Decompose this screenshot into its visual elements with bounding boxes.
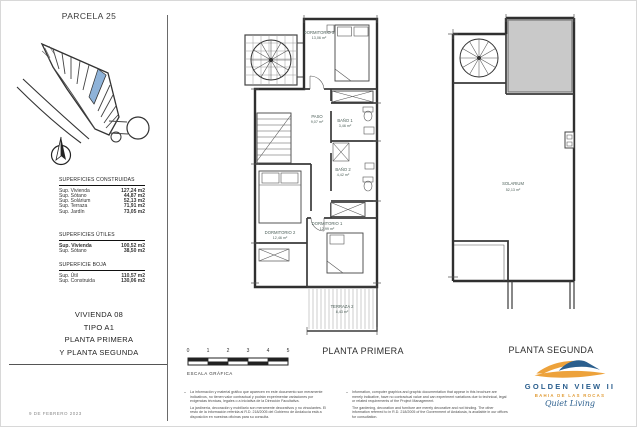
terrace-walls <box>307 287 377 331</box>
left-panel-divider <box>9 364 167 365</box>
brand-logo <box>513 353 627 408</box>
room-area: 4,42 m² <box>336 173 350 177</box>
unit-line: PLANTA PRIMERA <box>64 335 134 344</box>
table-header: SUPERFICIES CONSTRUIDAS <box>59 177 145 186</box>
disclaimer-en <box>346 390 508 419</box>
table-row: Sup. Sótano 38,50 m2 <box>59 247 145 254</box>
table-header: SUPERFICIE BOJA <box>59 262 145 271</box>
table-row: Sup. Útil 110,57 m2 <box>59 272 145 279</box>
table-row: Sup. Solárium 52,13 m2 <box>59 198 145 205</box>
logo-wave-icon <box>528 353 612 381</box>
disclaimer-es <box>184 390 330 419</box>
disclaimer-es-p2: La jardinería, decoración y mobiliario son meramente decorativos y no vinculantes. El resto de la información referida al R.D. 218/2005 del Gobierno de Andalucía está a disposición en nuestras oficinas para su consulta. <box>190 405 327 419</box>
north-arrow-icon <box>45 133 77 169</box>
room-label: DORMITORIO 2 <box>264 230 296 235</box>
room-area: 9,07 m² <box>310 120 324 124</box>
scale-tick: 3 <box>246 348 250 354</box>
room-label: PASO <box>311 114 323 119</box>
parcel-title: PARCELA 25 <box>61 11 117 21</box>
room-area: 3,46 m² <box>338 124 352 128</box>
room-area: 8,43 m² <box>335 310 349 314</box>
room-area: 12,46 m² <box>272 236 288 240</box>
room-area: 12,99 m² <box>319 227 335 231</box>
bullet: – <box>184 390 186 394</box>
table-superficie-boja <box>59 262 145 284</box>
room-label: TERRAZA 2 <box>330 304 354 309</box>
scale-bar <box>187 348 289 380</box>
scale-tick: 1 <box>206 348 210 354</box>
room-label: BAÑO 2 <box>335 167 351 172</box>
terrace-decking <box>309 289 373 329</box>
site-plan <box>9 29 159 147</box>
room-label: SOLARIUM <box>502 181 524 186</box>
room-area: 52,13 m² <box>505 188 521 192</box>
room-label: DORMITORIO 1 <box>311 221 343 226</box>
table-row: Sup. Vivienda 127,24 m2 <box>59 187 145 194</box>
planter-step <box>454 241 508 281</box>
scale-label: ESCALA GRÁFICA <box>187 371 233 376</box>
pergola-roof <box>508 20 572 92</box>
floor-plan-segunda <box>446 13 631 325</box>
scale-bar-graphic <box>187 357 289 366</box>
table-row: Sup. Vivienda 100,52 m2 <box>59 242 145 249</box>
scale-tick: 5 <box>286 348 290 354</box>
plan-title-primera: PLANTA PRIMERA <box>322 346 404 356</box>
brand-tagline: Quiet Living <box>545 399 595 408</box>
table-superficies-utiles <box>59 232 145 254</box>
table-row: Sup. Terraza 71,91 m2 <box>59 203 145 210</box>
double-bed <box>259 171 301 223</box>
scale-tick: 2 <box>226 348 230 354</box>
table-row: Sup. Jardín 73,05 m2 <box>59 208 145 215</box>
cul-de-sac <box>127 117 149 139</box>
disclaimer-en-p1: Information, computer graphics and graphic documentation that appear in this brochure are merely indicative, have no contractual value and can experiment variations due to technical, legal or related requirements of the Project Management. <box>352 390 507 403</box>
room-area: 13,06 m² <box>311 36 327 40</box>
vertical-divider <box>167 15 168 421</box>
table-row: Sup. Construida 130,06 m2 <box>59 277 145 284</box>
scale-tick: 4 <box>266 348 270 354</box>
utility-panel <box>565 132 574 148</box>
unit-designation <box>39 309 159 359</box>
sheet-date: 9 DE FEBRERO 2023 <box>29 411 82 416</box>
bullet: – <box>346 390 348 394</box>
disclaimer-en-p2: The gardening, decoration and furniture are merely decorative and not binding. The other information referred to in R.D. 218/2005 of the Government of Andalusia, is available in our offices for consultation. <box>352 405 508 419</box>
brand-name: GOLDEN VIEW II <box>524 382 616 391</box>
disclaimer-es-p1: La información y material gráfico que aparecen en este documento son meramente indicativos, no tienen valor contractual y podrán experimentar variaciones por exigencias técnicas, legales o a iniciativa de la Dirección Facultativa. <box>190 390 323 403</box>
floor-plan-primera <box>231 13 443 345</box>
brand-subtitle: BAHIA DE LAS ROCAS <box>534 393 606 398</box>
table-header: SUPERFICIES ÚTILES <box>59 232 145 241</box>
bed <box>327 233 363 273</box>
table-superficies-construidas <box>59 177 145 215</box>
unit-line: Y PLANTA SEGUNDA <box>59 347 139 357</box>
room-label: BAÑO 1 <box>337 118 353 123</box>
table-row: Sup. Sótano 44,87 m2 <box>59 192 145 199</box>
unit-line: VIVIENDA 08 <box>74 310 124 319</box>
unit-line: TIPO A1 <box>83 322 115 332</box>
scale-tick: 0 <box>186 348 190 354</box>
room-label: DORMITORIO 3 <box>303 30 335 35</box>
plan-title-segunda: PLANTA SEGUNDA <box>508 345 594 355</box>
lower-walls <box>508 281 574 309</box>
